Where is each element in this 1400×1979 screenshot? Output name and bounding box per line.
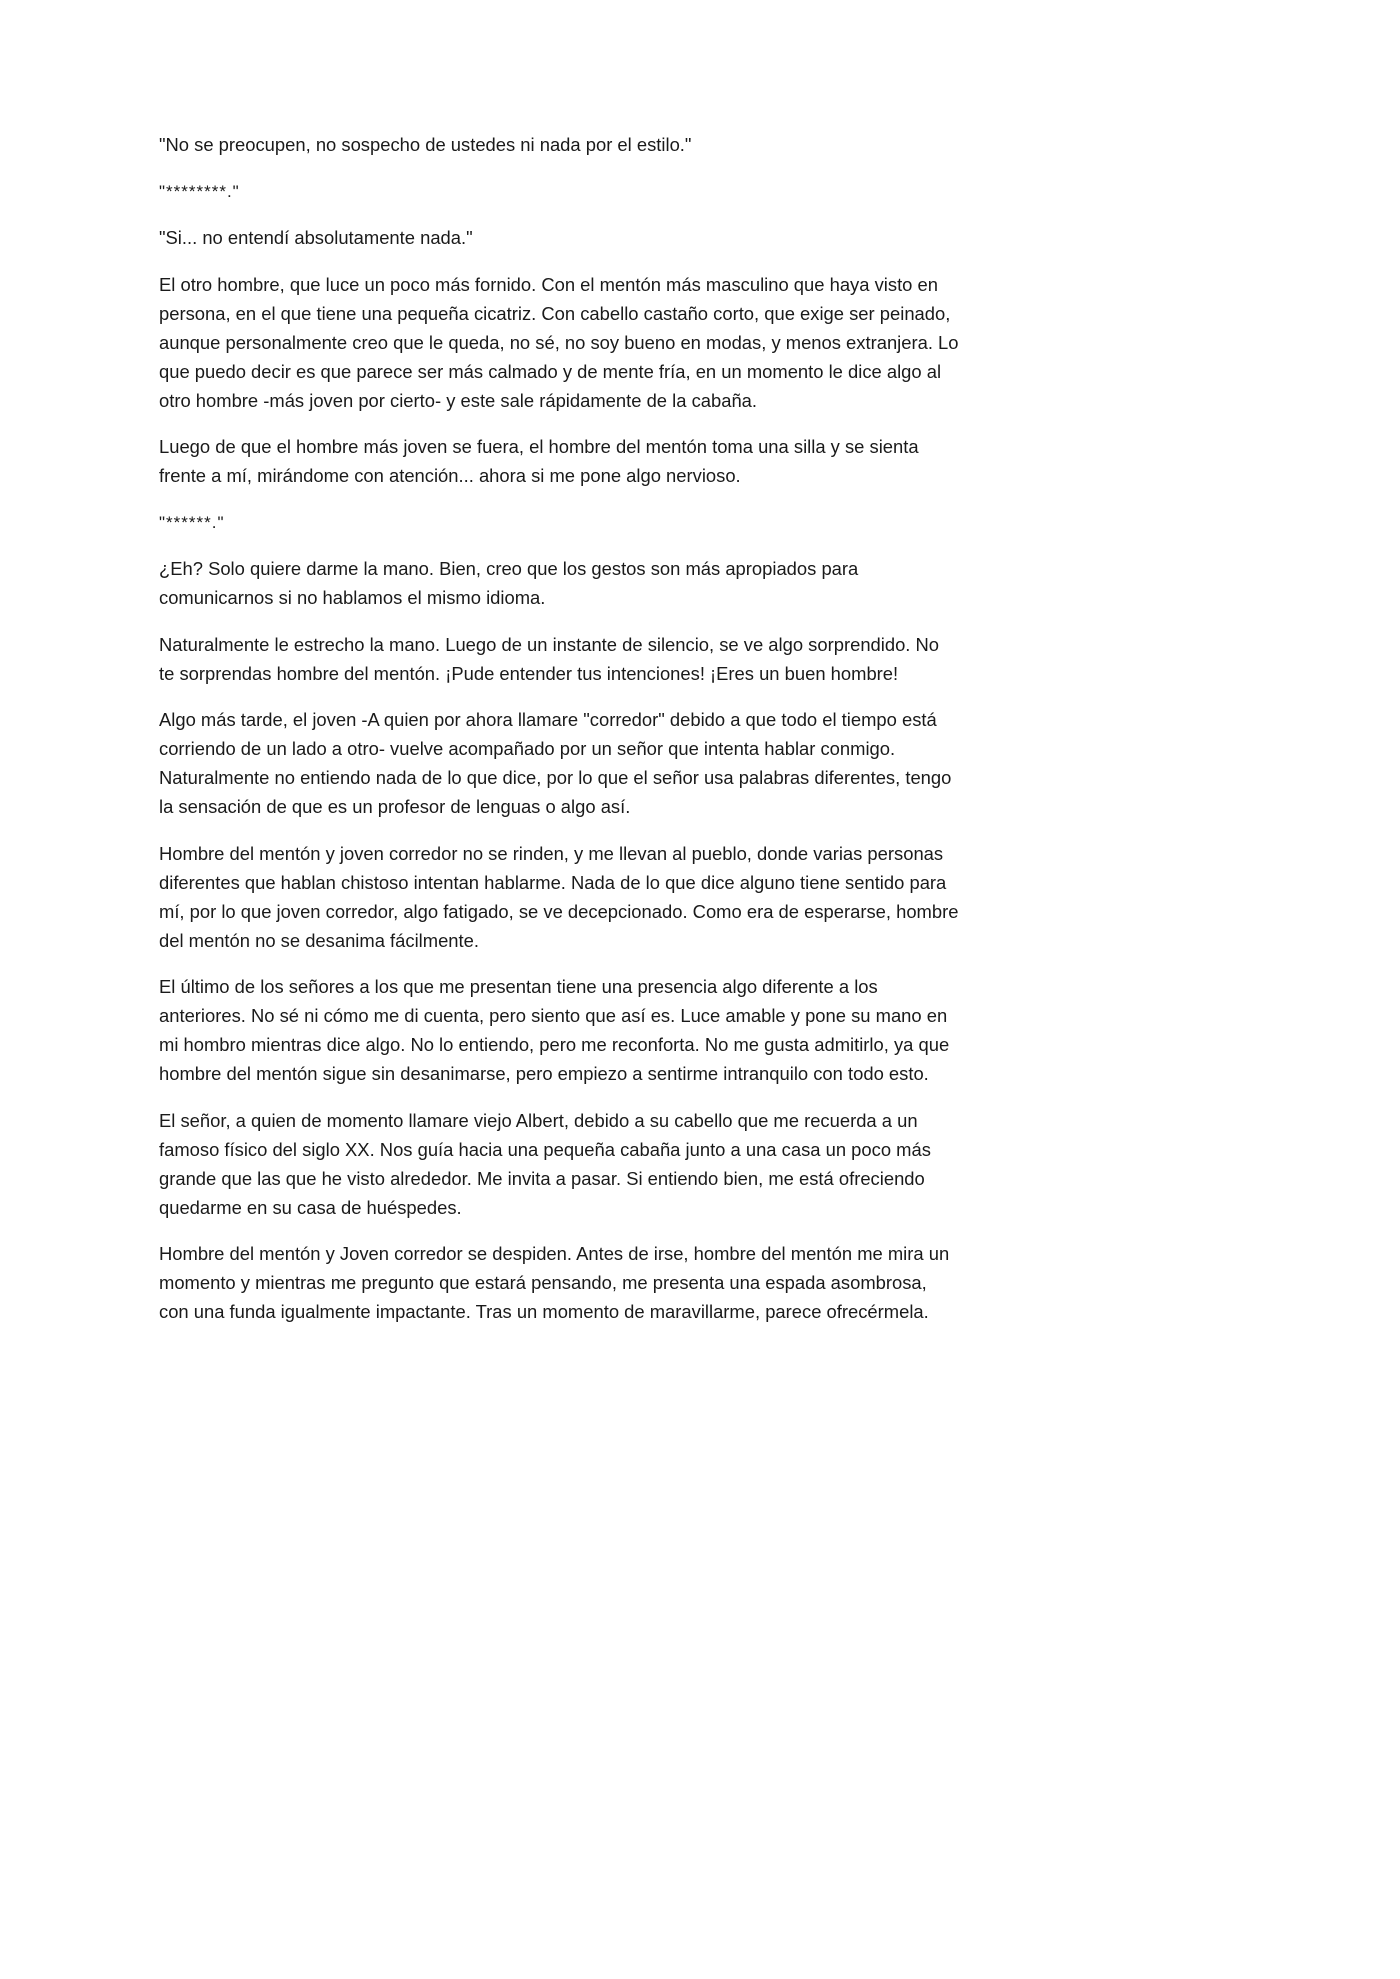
paragraph: El último de los señores a los que me presentan tiene una presencia algo diferente a los anteriores. No sé ni cómo me di cuenta, pero siento que así es. Luce amable y pone su mano en mi hombro mientras dice algo. No lo entiendo, pero me reconforta. No me gusta admitirlo, ya que hombre del mentón sigue sin desanimarse, pero empiezo a sentirme intranquilo con todo esto. (159, 976, 950, 1084)
paragraph: "No se preocupen, no sospecho de ustedes ni nada por el estilo." (159, 134, 692, 155)
paragraph: "********." (159, 181, 240, 201)
paragraph: ¿Eh? Solo quiere darme la mano. Bien, creo que los gestos son más apropiados para comunicarnos si no hablamos el mismo idioma. (159, 558, 859, 608)
paragraph: Algo más tarde, el joven -A quien por ahora llamare "corredor" debido a que todo el tiempo está corriendo de un lado a otro- vuelve acompañado por un señor que intenta hablar conmigo. Naturalmente no entiendo nada de lo que dice, por lo que el señor usa palabras diferentes, tengo la sensación de que es un profesor de lenguas o algo así. (159, 709, 952, 817)
paragraph: Hombre del mentón y Joven corredor se despiden. Antes de irse, hombre del mentón me mira un momento y mientras me pregunto que estará pensando, me presenta una espada asombrosa, con una funda igualmente impactante. Tras un momento de maravillarme, parece ofrecérmela. (159, 1243, 950, 1322)
paragraph: Luego de que el hombre más joven se fuera, el hombre del mentón toma una silla y se sienta frente a mí, mirándome con atención... ahora si me pone algo nervioso. (159, 436, 919, 486)
paragraph: El señor, a quien de momento llamare viejo Albert, debido a su cabello que me recuerda a un famoso físico del siglo XX. Nos guía hacia una pequeña cabaña junto a una casa un poco más grande que las que he visto alrededor. Me invita a pasar. Si entiendo bien, me está ofreciendo quedarme en su casa de huéspedes. (159, 1109, 931, 1218)
paragraph: Hombre del mentón y joven corredor no se rinden, y me llevan al pueblo, donde varias personas diferentes que hablan chistoso intentan hablarme. Nada de lo que dice alguno tiene sentido para mí, por lo que joven corredor, algo fatigado, se ve decepcionado. Como era de esperarse, hombre del mentón no se desanima fácilmente. (159, 842, 959, 951)
paragraph: "******." (159, 512, 225, 532)
paragraph: "Si... no entendí absolutamente nada." (159, 227, 473, 248)
document-body (159, 130, 959, 1344)
paragraph: El otro hombre, que luce un poco más fornido. Con el mentón más masculino que haya visto en persona, en el que tiene una pequeña cicatriz. Con cabello castaño corto, que exige ser peinado, aunque personalmente creo que le queda, no sé, no soy bueno en modas, y menos extranjera. Lo que puedo decir es que parece ser más calmado y de mente fría, en un momento le dice algo al otro hombre -más joven por cierto- y este sale rápidamente de la cabaña. (159, 273, 959, 411)
paragraph: Naturalmente le estrecho la mano. Luego de un instante de silencio, se ve algo sorprendido. No te sorprendas hombre del mentón. ¡Pude entender tus intenciones! ¡Eres un buen hombre! (159, 633, 940, 684)
